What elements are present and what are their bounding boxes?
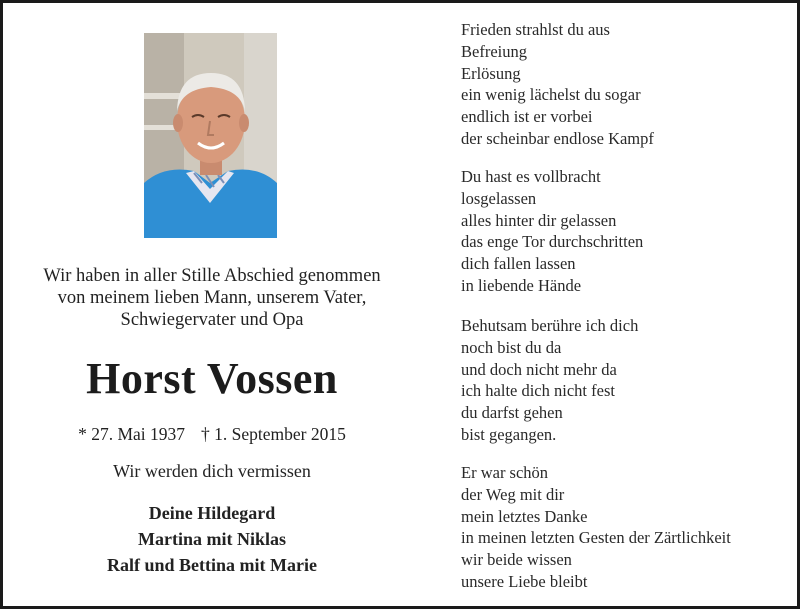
- death-date: † 1. September 2015: [201, 424, 346, 444]
- poem-line: in meinen letzten Gesten der Zärtlichkeit: [461, 528, 731, 548]
- intro-text: [3, 265, 421, 331]
- poem-line: Er war schön: [461, 463, 549, 482]
- poem-line: der scheinbar endlose Kampf: [461, 128, 654, 148]
- poem-line: dich fallen lassen: [461, 254, 576, 274]
- portrait-photo-icon: [144, 33, 277, 238]
- deceased-name: Horst Vossen: [86, 354, 338, 403]
- poem-line: mein letztes Danke: [461, 506, 588, 526]
- poem-line: Befreiung: [461, 41, 527, 61]
- poem-line: und doch nicht mehr da: [461, 359, 617, 379]
- poem-line: unsere Liebe bleibt: [461, 571, 588, 591]
- poem-line: endlich ist er vorbei: [461, 107, 593, 127]
- family-line: Ralf und Bettina mit Marie: [107, 555, 317, 575]
- poem-line: das enge Tor durchschritten: [461, 232, 644, 252]
- intro-line: von meinem lieben Mann, unserem Vater,: [57, 288, 367, 308]
- poem-line: ein wenig lächelst du sogar: [461, 85, 641, 105]
- birth-date: * 27. Mai 1937: [78, 424, 186, 444]
- poem-line: Frieden strahlst du aus: [461, 20, 610, 39]
- intro-line: Schwiegervater und Opa: [120, 310, 304, 330]
- poem-line: du darfst gehen: [461, 403, 563, 423]
- poem-stanza-4: [461, 462, 791, 593]
- poem-line: Du hast es vollbracht: [461, 167, 601, 186]
- poem-line: losgelassen: [461, 188, 537, 208]
- poem-line: Behutsam berühre ich dich: [461, 316, 639, 335]
- family-line: Martina mit Niklas: [138, 529, 286, 549]
- poem-line: wir beide wissen: [461, 550, 572, 570]
- intro-line: Wir haben in aller Stille Abschied genommen: [43, 266, 381, 286]
- life-dates: [3, 423, 421, 445]
- poem-line: Erlösung: [461, 63, 521, 83]
- miss-line: Wir werden dich vermissen: [113, 461, 311, 481]
- poem-line: alles hinter dir gelassen: [461, 210, 617, 230]
- poem-line: der Weg mit dir: [461, 484, 565, 504]
- portrait-photo: [144, 33, 277, 238]
- poem-stanza-2: [461, 166, 791, 297]
- poem-stanza-3: [461, 315, 791, 446]
- family-signatures: [3, 500, 421, 578]
- poem-stanza-1: [461, 19, 791, 150]
- family-line: Deine Hildegard: [148, 503, 276, 523]
- poem-line: ich halte dich nicht fest: [461, 381, 615, 401]
- poem-line: bist gegangen.: [461, 424, 557, 444]
- poem-line: in liebende Hände: [461, 275, 582, 295]
- poem-line: noch bist du da: [461, 337, 562, 357]
